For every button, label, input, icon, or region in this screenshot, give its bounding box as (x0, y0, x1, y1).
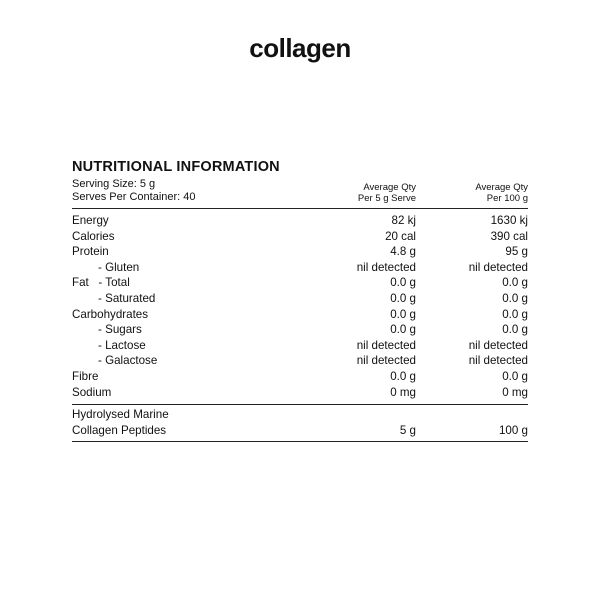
nutrient-row-energy (72, 213, 528, 229)
column-header-line: Per 100 g (486, 193, 528, 204)
nutrient-label: Fibre (72, 369, 99, 383)
value-per-100g: 390 cal (490, 229, 528, 243)
nutrient-label: Sodium (72, 385, 112, 399)
nutrient-label: - Lactose (98, 338, 146, 352)
ingredient-line (72, 423, 528, 439)
nutrient-row-saturated (72, 291, 528, 307)
nutrient-row-lactose (72, 338, 528, 354)
nutrient-row-gluten (72, 260, 528, 276)
value-per-serve: 5 g (399, 423, 416, 437)
column-header-per-serve (358, 182, 416, 204)
nutrient-label: - Saturated (98, 291, 156, 305)
nutrient-label: Carbohydrates (72, 307, 149, 321)
ingredient-label: Collagen Peptides (72, 423, 167, 437)
value-per-serve: 0.0 g (390, 369, 416, 383)
value-per-serve: 0.0 g (390, 323, 416, 337)
nutrient-label: Fat - Total (72, 276, 130, 290)
nutrient-row-sodium (72, 385, 528, 401)
nutrient-row-galactose (72, 353, 528, 369)
value-per-100g: 0.0 g (502, 369, 528, 383)
value-per-serve: 0 mg (390, 385, 416, 399)
value-per-serve: nil detected (356, 260, 416, 274)
panel-title: NUTRITIONAL INFORMATION (72, 159, 280, 175)
serves-per-container: Serves Per Container: 40 (72, 191, 196, 203)
value-per-serve: 0.0 g (390, 276, 416, 290)
nutrient-label: Protein (72, 245, 109, 259)
nutrient-row-calories (72, 229, 528, 245)
nutrient-row-protein (72, 244, 528, 260)
value-per-100g: 0.0 g (502, 276, 528, 290)
nutrient-row-fibre (72, 369, 528, 385)
nutrient-label: Energy (72, 214, 109, 227)
column-header-line: Average Qty (363, 182, 416, 193)
value-per-100g: 100 g (498, 423, 528, 437)
nutrient-label: - Galactose (98, 354, 158, 368)
serving-size: Serving Size: 5 g (72, 178, 156, 190)
brand-logo: collagen (249, 33, 351, 63)
value-per-serve: 20 cal (385, 229, 416, 243)
nutrient-label: - Gluten (98, 260, 140, 274)
value-per-serve: 0.0 g (390, 291, 416, 305)
value-per-100g: 0.0 g (502, 307, 528, 321)
nutrient-row-sugars (72, 322, 528, 338)
value-per-serve: 4.8 g (390, 245, 416, 259)
value-per-100g: nil detected (468, 354, 528, 368)
value-per-100g: 1630 kj (490, 214, 528, 227)
column-header-per-100g (475, 182, 528, 204)
nutrition-panel (72, 158, 528, 442)
value-per-100g: 0.0 g (502, 323, 528, 337)
nutrient-rows (72, 209, 528, 404)
ingredient-line (72, 407, 528, 423)
value-per-serve: 0.0 g (390, 307, 416, 321)
value-per-serve: 82 kj (391, 214, 416, 227)
value-per-serve: nil detected (356, 354, 416, 368)
value-per-100g: 0 mg (502, 385, 528, 399)
column-header-line: Per 5 g Serve (357, 193, 416, 204)
value-per-serve: nil detected (356, 338, 416, 352)
nutrient-label: Calories (72, 229, 115, 243)
value-per-100g: 0.0 g (502, 291, 528, 305)
nutrient-row-fat-total (72, 275, 528, 291)
panel-header (72, 178, 528, 204)
value-per-100g: 95 g (505, 245, 528, 259)
value-per-100g: nil detected (468, 260, 528, 274)
ingredient-label: Hydrolysed Marine (72, 408, 169, 422)
divider (72, 441, 528, 442)
value-per-100g: nil detected (468, 338, 528, 352)
nutrient-row-carbohydrates (72, 307, 528, 323)
nutrient-label: - Sugars (98, 323, 142, 337)
ingredient-row (72, 405, 528, 441)
column-header-line: Average Qty (475, 182, 528, 193)
